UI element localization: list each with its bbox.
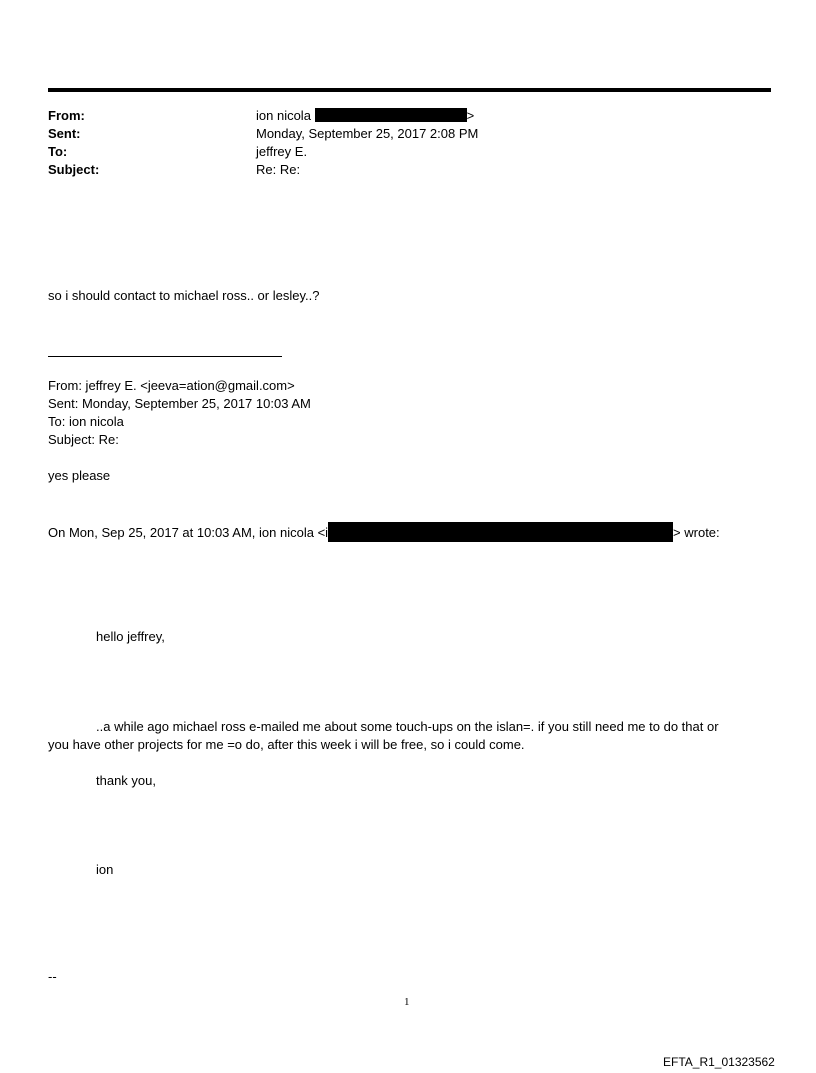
from-label: From:: [48, 108, 85, 123]
document-id: EFTA_R1_01323562: [663, 1055, 775, 1069]
separator-line: [48, 356, 282, 357]
message-body: so i should contact to michael ross.. or lesley..?: [48, 288, 320, 303]
signature-dashes: --: [48, 969, 57, 984]
from-suffix: >: [466, 108, 475, 123]
sent-value: Monday, September 25, 2017 2:08 PM: [256, 126, 479, 141]
subject-label: Subject:: [48, 162, 100, 177]
paragraph-line-1: ..a while ago michael ross e-mailed me about some touch-ups on the islan=. if you still need me to do that or: [96, 719, 719, 734]
from-name: ion nicola: [256, 108, 311, 123]
paragraph-line-2: you have other projects for me =o do, after this week i will be free, so i could come.: [48, 737, 525, 752]
page-number: 1: [404, 996, 410, 1008]
redaction-box: [328, 522, 673, 542]
on-wrote-suffix: > wrote:: [673, 525, 720, 540]
redaction-box: [315, 108, 467, 122]
thanks-line: thank you,: [96, 773, 156, 788]
reply-text: yes please: [48, 468, 111, 483]
on-wrote-line: [48, 522, 720, 542]
quoted-to: To: ion nicola: [48, 414, 124, 429]
subject-value: Re: Re:: [256, 162, 301, 177]
to-value: jeffrey E.: [256, 144, 308, 159]
to-label: To:: [48, 144, 68, 159]
greeting: hello jeffrey,: [96, 629, 165, 644]
from-value: [256, 108, 474, 123]
header-rule: [48, 88, 771, 92]
quoted-sent: Sent: Monday, September 25, 2017 10:03 AM: [48, 396, 311, 411]
quoted-from: From: jeffrey E. <jeeva=ation@gmail.com>: [48, 378, 295, 393]
quoted-subject: Subject: Re:: [48, 432, 119, 447]
sent-label: Sent:: [48, 126, 81, 141]
signature: ion: [96, 862, 114, 877]
on-wrote-prefix: On Mon, Sep 25, 2017 at 10:03 AM, ion nicola <i: [48, 525, 329, 540]
